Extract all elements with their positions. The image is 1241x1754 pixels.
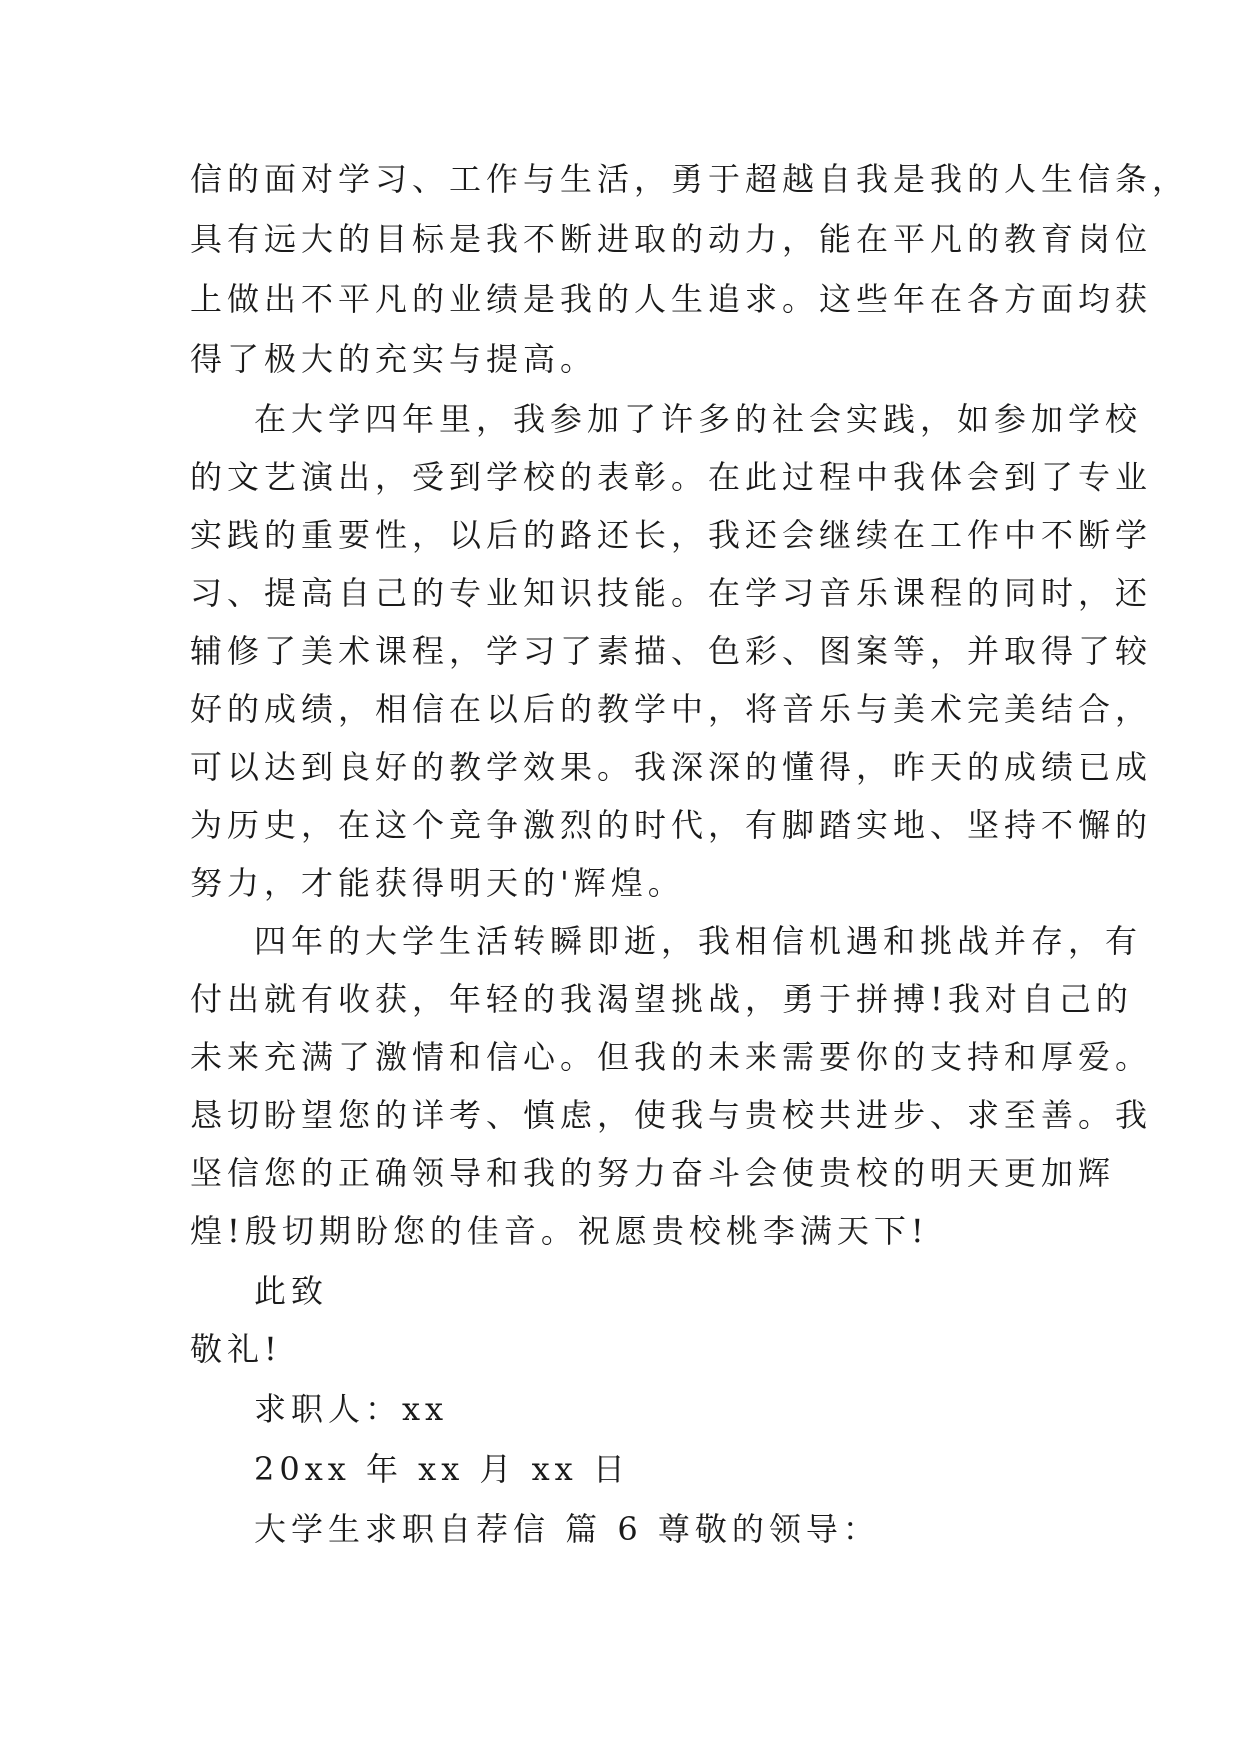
text-line-6: 的文艺演出，受到学校的表彰。在此过程中我体会到了专业 xyxy=(190,458,1153,496)
applicant-signature: 求职人：xx xyxy=(254,1390,449,1428)
text-line-10: 好的成绩，相信在以后的教学中，将音乐与美术完美结合， xyxy=(190,690,1153,728)
closing-regards: 敬礼! xyxy=(190,1330,282,1368)
text-line-14: 四年的大学生活转瞬即逝，我相信机遇和挑战并存，有 xyxy=(254,922,1143,960)
text-line-15: 付出就有收获，年轻的我渴望挑战，勇于拼搏!我对自己的 xyxy=(190,980,1133,1018)
text-line-12: 为历史，在这个竞争激烈的时代，有脚踏实地、坚持不懈的 xyxy=(190,806,1153,844)
text-line-1: 信的面对学习、工作与生活，勇于超越自我是我的人生信条， xyxy=(190,160,1190,198)
text-line-9: 辅修了美术课程，学习了素描、色彩、图案等，并取得了较 xyxy=(190,632,1153,670)
text-line-4: 得了极大的充实与提高。 xyxy=(190,340,598,378)
text-line-19: 煌!殷切期盼您的佳音。祝愿贵校桃李满天下! xyxy=(190,1212,929,1250)
text-line-13: 努力，才能获得明天的'辉煌。 xyxy=(190,864,685,902)
text-line-8: 习、提高自己的专业知识技能。在学习音乐课程的同时，还 xyxy=(190,574,1153,612)
text-line-3: 上做出不平凡的业绩是我的人生追求。这些年在各方面均获 xyxy=(190,280,1153,318)
next-letter-heading: 大学生求职自荐信 篇 6 尊敬的领导： xyxy=(254,1510,880,1548)
text-line-7: 实践的重要性，以后的路还长，我还会继续在工作中不断学 xyxy=(190,516,1153,554)
text-line-16: 未来充满了激情和信心。但我的未来需要你的支持和厚爱。 xyxy=(190,1038,1153,1076)
text-line-11: 可以达到良好的教学效果。我深深的懂得，昨天的成绩已成 xyxy=(190,748,1153,786)
letter-date: 20xx 年 xx 月 xx 日 xyxy=(254,1450,630,1488)
text-line-17: 恳切盼望您的详考、慎虑，使我与贵校共进步、求至善。我 xyxy=(190,1096,1153,1134)
text-line-5: 在大学四年里，我参加了许多的社会实践，如参加学校 xyxy=(254,400,1143,438)
text-line-18: 坚信您的正确领导和我的努力奋斗会使贵校的明天更加辉 xyxy=(190,1154,1116,1192)
closing-salutation: 此致 xyxy=(254,1272,329,1310)
text-line-2: 具有远大的目标是我不断进取的动力，能在平凡的教育岗位 xyxy=(190,220,1153,258)
